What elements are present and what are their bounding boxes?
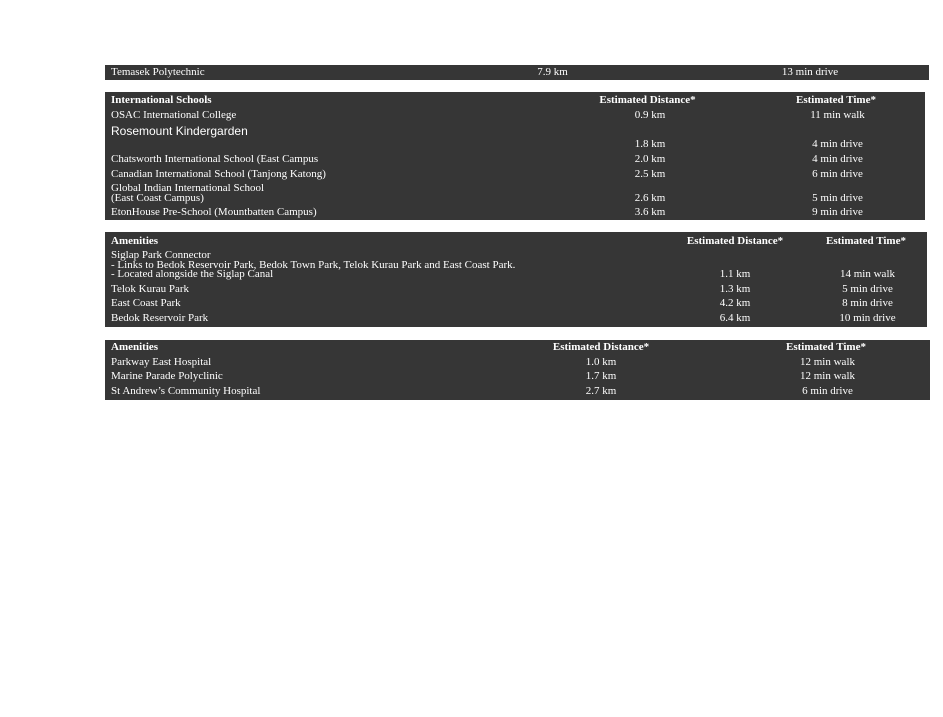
health-time: 6 min drive	[802, 385, 853, 397]
school-name: Canadian International School (Tanjong Katong)	[111, 168, 326, 180]
school-distance: 1.8 km	[634, 138, 666, 150]
park-time: 5 min drive	[842, 283, 893, 295]
health-distance: 2.7 km	[585, 385, 617, 397]
park-name: Bedok Reservoir Park	[111, 312, 209, 324]
schools-header: International Schools	[111, 94, 212, 106]
amenities-parks-table	[105, 232, 927, 327]
park-distance: 4.2 km	[719, 297, 751, 309]
health-name: St Andrew’s Community Hospital	[111, 385, 261, 397]
health-col-distance: Estimated Distance*	[552, 341, 650, 353]
school-name: Chatsworth International School (East Campus	[111, 153, 319, 165]
school-distance: 0.9 km	[634, 109, 666, 121]
park-distance: 1.3 km	[719, 283, 751, 295]
park-name-line2: - Links to Bedok Reservoir Park, Bedok Town Park, Telok Kurau Park and East Coast Park.	[111, 259, 516, 271]
amenities-health-table	[105, 340, 930, 400]
international-schools-table	[105, 92, 925, 220]
health-col-time: Estimated Time*	[786, 341, 866, 353]
health-header: Amenities	[111, 341, 159, 353]
school-time: 5 min drive	[812, 192, 863, 204]
schools-col-time: Estimated Time*	[796, 94, 876, 106]
school-name: EtonHouse Pre-School (Mountbatten Campus)	[111, 206, 317, 218]
school-distance: 3.6 km	[634, 206, 666, 218]
table-gap-notch	[835, 220, 925, 232]
health-time: 12 min walk	[800, 370, 855, 382]
school-name: Rosemount Kindergarden	[111, 124, 248, 138]
school-name-line2: (East Coast Campus)	[111, 192, 204, 204]
top-row-time: 13 min drive	[781, 66, 839, 78]
school-distance: 2.5 km	[634, 168, 666, 180]
health-distance: 1.0 km	[585, 356, 617, 368]
park-time: 14 min walk	[840, 268, 895, 280]
schools-col-distance: Estimated Distance*	[599, 94, 696, 106]
parks-col-distance: Estimated Distance*	[686, 235, 784, 247]
park-name: Telok Kurau Park	[111, 283, 190, 295]
park-name-line1: Siglap Park Connector	[111, 249, 211, 261]
school-time: 4 min drive	[812, 138, 863, 150]
top-table	[105, 65, 929, 80]
school-time: 11 min walk	[810, 109, 865, 121]
school-time: 6 min drive	[812, 168, 863, 180]
school-time: 4 min drive	[812, 153, 863, 165]
park-name-line3: - Located alongside the Siglap Canal	[111, 268, 274, 280]
health-time: 12 min walk	[800, 356, 855, 368]
school-name: OSAC International College	[111, 109, 237, 121]
school-distance: 2.6 km	[634, 192, 666, 204]
park-name: East Coast Park	[111, 297, 181, 309]
health-name: Parkway East Hospital	[111, 356, 212, 368]
park-time: 8 min drive	[842, 297, 893, 309]
school-distance: 2.0 km	[634, 153, 666, 165]
health-distance: 1.7 km	[585, 370, 617, 382]
parks-col-time: Estimated Time*	[826, 235, 906, 247]
school-name-line1: Global Indian International School	[111, 182, 265, 194]
park-distance: 6.4 km	[719, 312, 751, 324]
top-row-name: Temasek Polytechnic	[111, 66, 205, 78]
parks-header: Amenities	[111, 235, 159, 247]
school-time: 9 min drive	[812, 206, 863, 218]
top-row-distance: 7.9 km	[537, 66, 568, 78]
park-distance: 1.1 km	[719, 268, 751, 280]
health-name: Marine Parade Polyclinic	[111, 370, 223, 382]
park-time: 10 min drive	[839, 312, 896, 324]
